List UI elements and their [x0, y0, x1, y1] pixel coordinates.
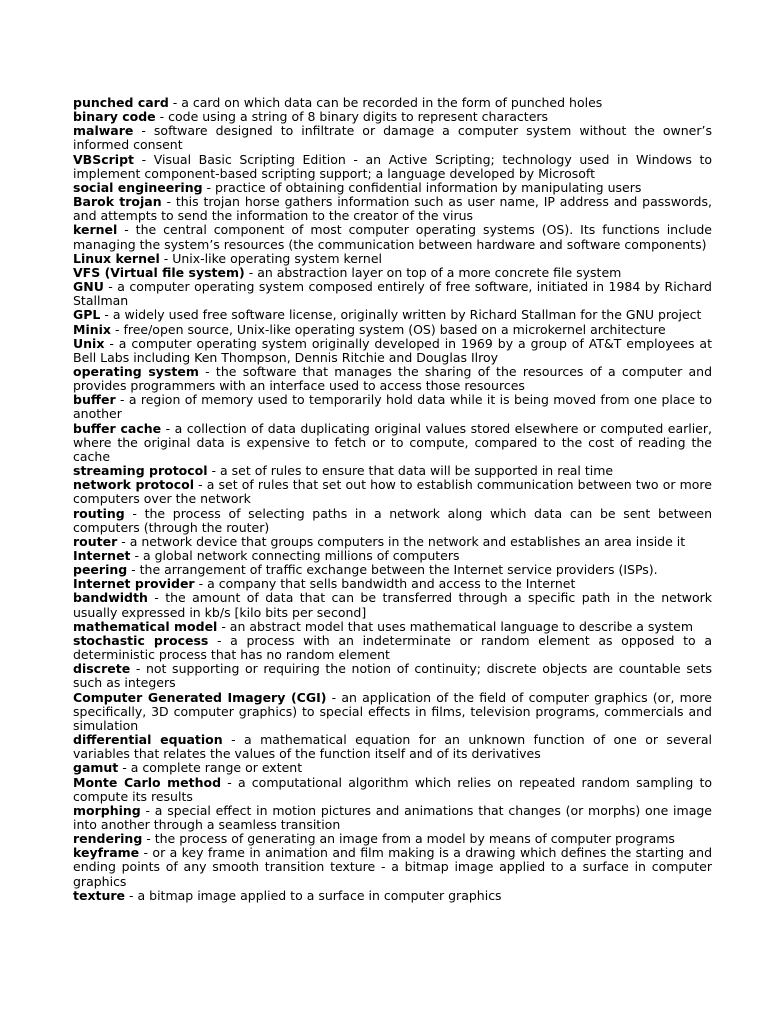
- glossary-term: routing: [73, 505, 125, 521]
- glossary-term: Internet: [73, 548, 131, 563]
- glossary-entry: [73, 195, 712, 223]
- glossary-entry: [73, 223, 712, 251]
- glossary-entry: [73, 337, 712, 365]
- glossary-definition: - the process of selecting paths in a network along which data can be sent between computers (through the router): [73, 505, 712, 535]
- glossary-term: Linux kernel: [73, 250, 160, 266]
- glossary-term: VBScript: [73, 151, 134, 167]
- glossary-entry: [73, 662, 712, 690]
- glossary-term: Unix: [73, 335, 105, 351]
- glossary-term: gamut: [73, 760, 119, 776]
- glossary-entry: [73, 634, 712, 662]
- glossary-definition: - a set of rules that set out how to establish communication between two or more computers over the network: [73, 477, 712, 507]
- glossary-definition: - software designed to infiltrate or damage a computer system without the owner’s informed consent: [73, 123, 712, 153]
- glossary-definition: - the process of generating an image from a model by means of computer programs: [142, 831, 675, 847]
- glossary-definition: - a collection of data duplicating original values stored elsewhere or computed earlier, where the original data is expensive to fetch or to compute, compared to the cost of reading the cache: [73, 420, 712, 464]
- glossary-entry: [73, 577, 712, 591]
- glossary-definition: - a set of rules to ensure that data will be supported in real time: [207, 463, 614, 479]
- glossary-entry: [73, 549, 712, 563]
- glossary-entry: [73, 761, 712, 775]
- glossary-entry: [73, 252, 712, 266]
- glossary-entry: [73, 464, 712, 478]
- glossary-definition: - an abstraction layer on top of a more concrete file system: [244, 264, 622, 280]
- glossary-term: binary code: [73, 109, 156, 125]
- glossary-term: buffer cache: [73, 420, 162, 436]
- glossary-definition: - Unix-like operating system kernel: [159, 250, 382, 266]
- glossary-entry: [73, 832, 712, 846]
- glossary-entry: [73, 478, 712, 506]
- glossary-definition: - an abstract model that uses mathematical language to describe a system: [217, 618, 694, 634]
- glossary-term: buffer: [73, 392, 116, 408]
- glossary-entry: [73, 181, 712, 195]
- glossary-definition: - an application of the field of computer graphics (or, more specifically, 3D computer graphics) to special effects in films, television programs, commercials and simulation: [73, 689, 712, 733]
- glossary-term: punched card: [73, 95, 169, 110]
- glossary-term: Internet provider: [73, 576, 195, 592]
- glossary-entry: [73, 889, 712, 903]
- glossary-entry: [73, 846, 712, 888]
- glossary-entry: [73, 591, 712, 619]
- glossary-definition: - Visual Basic Scripting Edition - an Active Scripting; technology used in Windows to implement component-based scripting support; a language developed by Microsoft: [73, 151, 712, 181]
- glossary-entry: [73, 124, 712, 152]
- glossary-term: texture: [73, 887, 126, 903]
- glossary-entry: [73, 153, 712, 181]
- glossary-entry: [73, 393, 712, 421]
- glossary-term: operating system: [73, 363, 199, 379]
- glossary-definition: - a region of memory used to temporarily hold data while it is being moved from one place to another: [73, 392, 712, 422]
- glossary-term: keyframe: [73, 845, 140, 861]
- glossary-term: discrete: [73, 661, 131, 677]
- glossary-definition: - a widely used free software license, originally written by Richard Stallman for the GNU project: [100, 307, 702, 323]
- glossary-term: GNU: [73, 279, 104, 295]
- glossary-definition: - a bitmap image applied to a surface in computer graphics: [125, 887, 502, 903]
- glossary-term: Computer Generated Imagery (CGI): [73, 689, 327, 705]
- glossary-definition: - the amount of data that can be transferred through a specific path in the network usually expressed in kb/s [kilo bits per second]: [73, 590, 712, 620]
- glossary-entry: [73, 691, 712, 733]
- glossary-term: Monte Carlo method: [73, 774, 222, 790]
- glossary-entry: [73, 96, 712, 110]
- glossary-definition: - a special effect in motion pictures and animations that changes (or morphs) one image into another through a seamless transition: [73, 802, 712, 832]
- glossary-term: router: [73, 533, 118, 549]
- glossary-entry: [73, 266, 712, 280]
- glossary-term: stochastic process: [73, 632, 209, 648]
- glossary-term: VFS (Virtual file system): [73, 264, 245, 280]
- glossary-definition: - practice of obtaining confidential information by manipulating users: [202, 179, 642, 195]
- glossary-entry: [73, 323, 712, 337]
- glossary-term: social engineering: [73, 179, 203, 195]
- glossary-definition: - a computational algorithm which relies on repeated random sampling to compute its results: [73, 774, 712, 804]
- glossary-definition: - the arrangement of traffic exchange between the Internet service providers (ISPs).: [127, 562, 658, 578]
- glossary-definition: - the software that manages the sharing of the resources of a computer and provides programmers with an interface used to access those resources: [73, 363, 713, 394]
- glossary-entry: [73, 308, 712, 322]
- glossary-entry: [73, 280, 712, 308]
- glossary-definition: - this trojan horse gathers information such as user name, IP address and passwords, and attempts to send the information to the creator of the virus: [73, 194, 712, 224]
- glossary-definition: - a complete range or extent: [118, 760, 303, 776]
- glossary-entry: [73, 563, 712, 577]
- glossary-term: differential equation: [73, 732, 223, 748]
- glossary-entry: [73, 733, 712, 761]
- glossary-definition: - code using a string of 8 binary digits to represent characters: [155, 109, 549, 125]
- glossary-term: malware: [73, 123, 134, 139]
- glossary-definition: - free/open source, Unix-like operating system (OS) based on a microkernel architecture: [110, 321, 666, 337]
- glossary-entry: [73, 365, 712, 393]
- glossary-definition: - a computer operating system composed entirely of free software, initiated in 1984 by Richard Stallman: [73, 279, 712, 309]
- glossary-term: Barok trojan: [73, 194, 162, 210]
- glossary-definition: - or a key frame in animation and film making is a drawing which defines the starting and ending points of any smooth transition texture - a bitmap image applied to a surface in computer graphics: [73, 845, 712, 889]
- glossary-definition: - a company that sells bandwidth and access to the Internet: [194, 576, 576, 592]
- glossary-definition: - a mathematical equation for an unknown function of one or several variables that relates the values of the function itself and of its derivatives: [73, 732, 712, 762]
- glossary-entry: [73, 804, 712, 832]
- glossary-term: network protocol: [73, 477, 195, 493]
- glossary-entry: [73, 535, 712, 549]
- glossary-term: GPL: [73, 307, 101, 323]
- glossary-definition: - not supporting or requiring the notion of continuity; discrete objects are countable sets such as integers: [73, 661, 712, 691]
- glossary-entry: [73, 620, 712, 634]
- glossary-page: [73, 96, 712, 903]
- glossary-term: peering: [73, 562, 128, 578]
- glossary-entry: [73, 422, 712, 464]
- glossary-term: kernel: [73, 222, 118, 238]
- glossary-term: bandwidth: [73, 590, 148, 606]
- glossary-term: streaming protocol: [73, 463, 208, 479]
- glossary-definition: - the central component of most computer operating systems (OS). Its functions include managing the system’s resources (the communication between hardware and software components): [73, 222, 712, 252]
- glossary-entry: [73, 110, 712, 124]
- glossary-definition: - a card on which data can be recorded in the form of punched holes: [168, 95, 603, 110]
- glossary-term: Minix: [73, 321, 111, 337]
- glossary-entry: [73, 776, 712, 804]
- glossary-definition: - a global network connecting millions of computers: [130, 548, 460, 563]
- glossary-term: morphing: [73, 802, 141, 818]
- glossary-term: mathematical model: [73, 618, 218, 634]
- glossary-definition: - a process with an indeterminate or random element as opposed to a deterministic process that has no random element: [73, 632, 712, 663]
- glossary-entry: [73, 507, 712, 535]
- glossary-definition: - a network device that groups computers in the network and establishes an area inside it: [117, 533, 686, 549]
- glossary-definition: - a computer operating system originally developed in 1969 by a group of AT&T employees at Bell Labs including Ken Thompson, Dennis Ritchie and Douglas Ilroy: [73, 335, 712, 365]
- glossary-term: rendering: [73, 831, 143, 847]
